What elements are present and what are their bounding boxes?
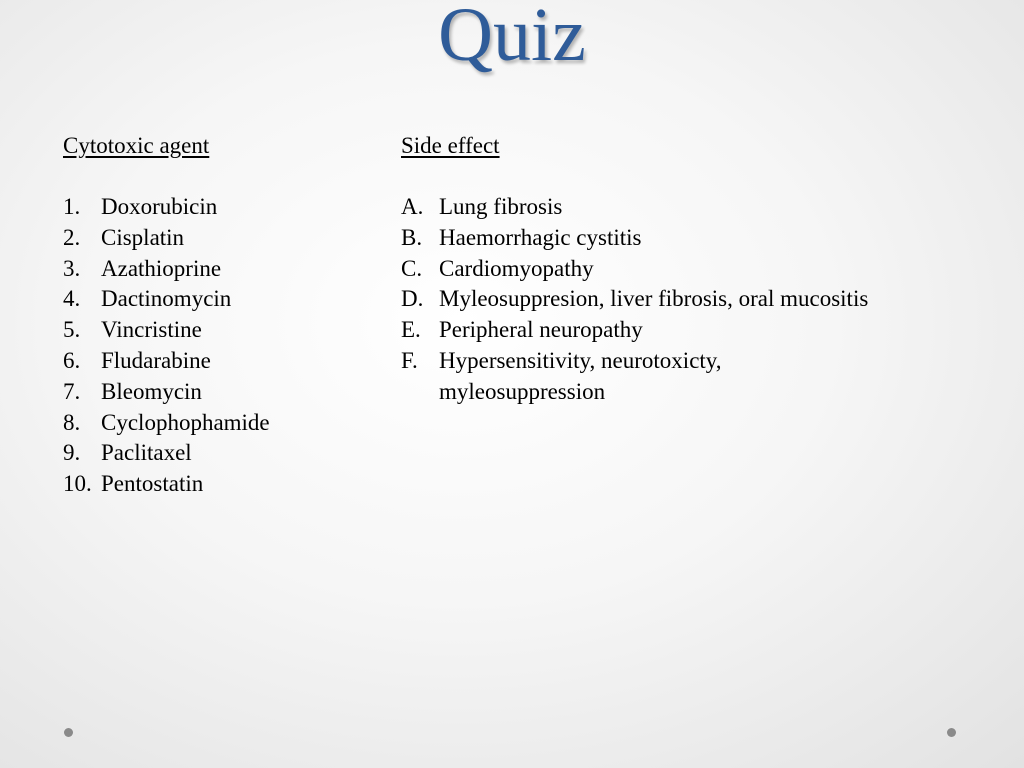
list-item <box>63 192 373 223</box>
list-marker: 8. <box>63 409 81 435</box>
cytotoxic-agent-list <box>63 192 373 500</box>
agent-name: Doxorubicin <box>101 194 218 219</box>
agent-name: Paclitaxel <box>101 440 192 466</box>
side-effect-text: Lung fibrosis <box>439 194 563 219</box>
agent-name: Dactinomycin <box>101 286 232 312</box>
list-item <box>63 377 373 408</box>
list-item <box>63 346 373 377</box>
list-item <box>63 469 373 500</box>
list-item <box>401 192 1001 223</box>
cytotoxic-agent-column <box>63 131 373 500</box>
side-effect-text: Peripheral neuropathy <box>439 317 643 343</box>
side-effect-column <box>401 131 1001 408</box>
side-effect-text: Hypersensitivity, neurotoxicty, myleosuppression <box>439 347 722 404</box>
list-marker: 2. <box>63 224 81 250</box>
corner-dot-left <box>64 728 73 737</box>
list-item <box>63 223 373 254</box>
list-marker: A. <box>401 194 424 219</box>
list-marker: 3. <box>63 255 81 281</box>
list-marker: 9. <box>63 440 81 466</box>
list-item <box>63 408 373 439</box>
list-item <box>63 284 373 315</box>
side-effect-text: Myleosuppresion, liver fibrosis, oral mucositis <box>439 286 869 312</box>
list-marker: B. <box>401 224 423 250</box>
agent-name: Vincristine <box>101 317 202 343</box>
list-marker: 5. <box>63 317 81 343</box>
agent-name: Cyclophophamide <box>101 409 270 435</box>
list-item <box>63 315 373 346</box>
list-marker: 4. <box>63 286 81 312</box>
agent-name: Bleomycin <box>101 378 202 404</box>
side-effect-heading: Side effect <box>401 133 500 158</box>
cytotoxic-agent-heading: Cytotoxic agent <box>63 133 210 158</box>
corner-dot-right <box>947 728 956 737</box>
side-effect-text: Haemorrhagic cystitis <box>439 224 642 250</box>
agent-name: Azathioprine <box>101 255 222 281</box>
agent-name: Cisplatin <box>101 224 185 250</box>
agent-name: Fludarabine <box>101 347 211 373</box>
list-item <box>63 254 373 285</box>
list-marker: D. <box>401 286 424 312</box>
list-item <box>401 346 1001 408</box>
list-marker: 7. <box>63 378 81 404</box>
list-item <box>401 254 1001 285</box>
agent-name: Pentostatin <box>101 471 204 497</box>
list-marker: 1. <box>63 194 81 219</box>
list-marker: C. <box>401 255 423 281</box>
slide-title: Quiz <box>438 0 586 77</box>
list-item <box>401 223 1001 254</box>
side-effect-list <box>401 192 1001 408</box>
list-item <box>63 438 373 469</box>
side-effect-text: Cardiomyopathy <box>439 255 594 281</box>
list-marker: 6. <box>63 347 81 373</box>
list-item <box>401 284 1001 315</box>
list-marker: 10. <box>63 471 92 497</box>
list-item <box>401 315 1001 346</box>
list-marker: F. <box>401 347 418 373</box>
list-marker: E. <box>401 317 421 343</box>
